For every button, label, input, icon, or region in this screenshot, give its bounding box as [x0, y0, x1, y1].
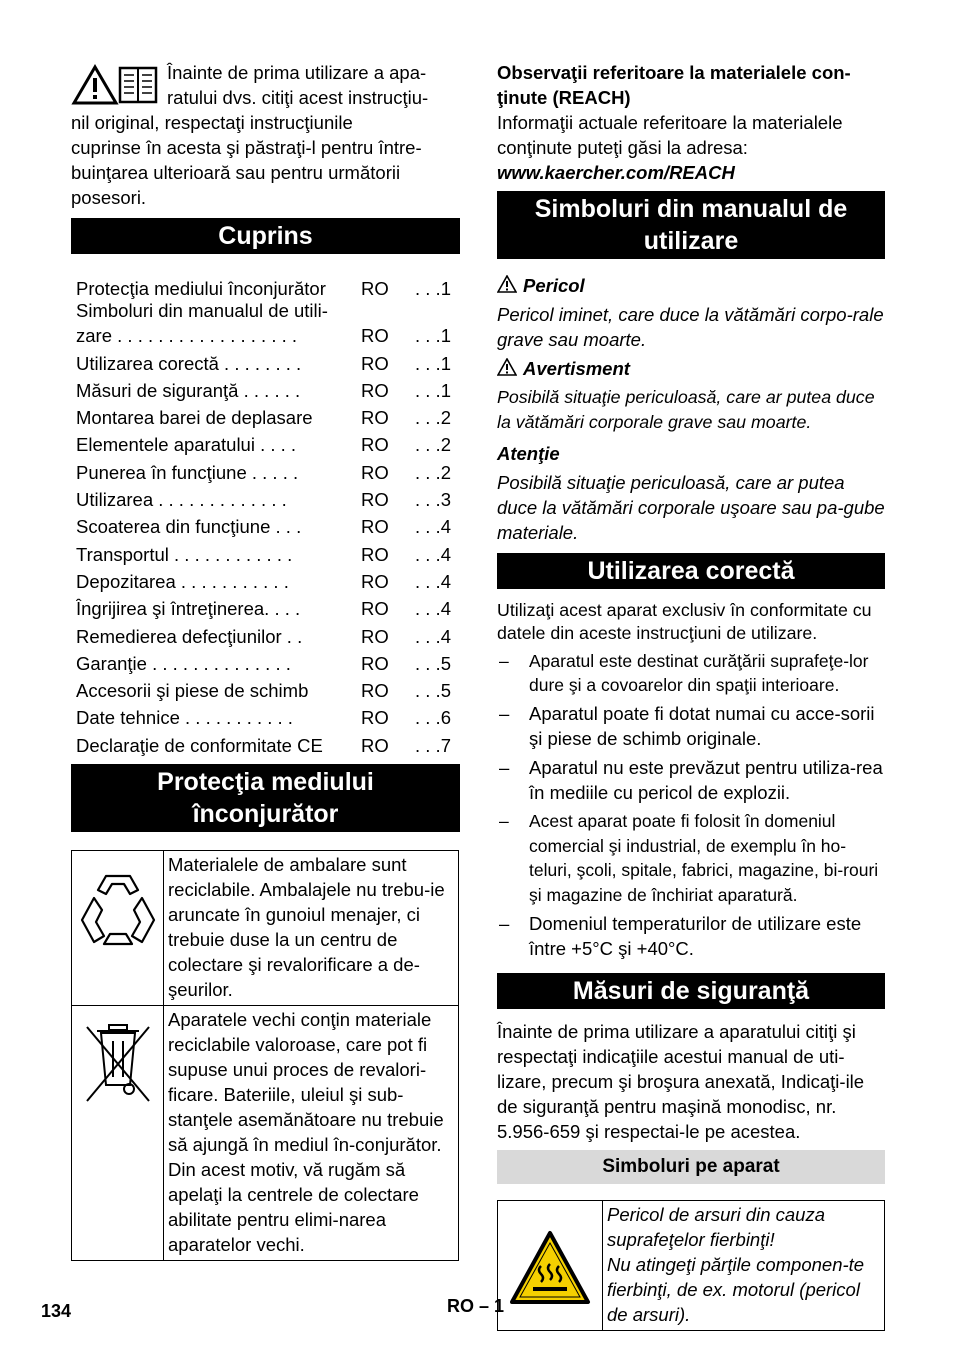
list-item: – Aparatul nu este prevăzut pentru utiliza-rea în mediile cu pericol de explozii. — [497, 755, 885, 805]
usage-heading: Utilizarea corectă — [497, 553, 885, 589]
device-symbols-heading: Simboluri pe aparat — [497, 1150, 885, 1184]
toc-row[interactable]: Elementele aparatului . . . . RO . . .2 — [76, 434, 451, 456]
caution-text: Posibilă situaţie periculoasă, care ar putea duce la vătămări corporale uşoare sau pa-gube materiale. — [497, 472, 885, 543]
warning-text: Posibilă situaţie periculoasă, care ar putea duce la vătămări corporale grave sau moarte. — [497, 387, 875, 432]
toc-row[interactable]: Utilizarea corectă . . . . . . . . RO . . .1 — [76, 352, 451, 374]
warning-icon — [497, 358, 517, 376]
toc-row[interactable]: Scoaterea din funcţiune . . . RO . . .4 — [76, 516, 451, 538]
usage-text: Utilizaţi acest aparat exclusiv în conformitate cu datele din aceste instrucţiuni de utilizare. — [497, 600, 872, 643]
env-heading: Protecţia mediului înconjurător — [71, 764, 460, 832]
toc-row[interactable]: Date tehnice . . . . . . . . . . . RO . . .6 — [76, 707, 451, 729]
toc-row[interactable]: Punerea în funcţiune . . . . . RO . . .2 — [76, 461, 451, 483]
safety-heading: Măsuri de siguranţă — [497, 973, 885, 1009]
reach-title: Observaţii referitoare la materialele con-ţinute (REACH) — [497, 62, 851, 108]
recycle-icon — [80, 870, 156, 950]
toc-row[interactable]: Protecţia mediului înconjurător RO . . .1 — [76, 278, 451, 300]
recycle-text: Materialele de ambalare sunt reciclabile. Ambalajele nu trebu-ie aruncate în gunoiul menajer, ci trebuie duse la un centru de colectare şi revalorificare a de-şeurilor. — [164, 850, 459, 1005]
left-column — [71, 60, 460, 1261]
toc-row[interactable]: Garanţie . . . . . . . . . . . . . . RO . . .5 — [76, 652, 451, 674]
toc-row[interactable]: Îngrijirea şi întreţinerea. . . . RO . . .4 — [76, 598, 451, 620]
caution-label: Atenţie — [497, 443, 560, 464]
toc-row[interactable]: Măsuri de siguranţă . . . . . . RO . . .1 — [76, 379, 451, 401]
reach-link[interactable]: www.kaercher.com/REACH — [497, 162, 735, 183]
reach-text: Informaţii actuale referitoare la materialele conţinute puteţi găsi la adresa: — [497, 112, 843, 158]
toc-row[interactable]: Declaraţie de conformitate CE RO . . .7 — [76, 734, 451, 756]
toc-row[interactable]: Utilizarea . . . . . . . . . . . . . RO . . .3 — [76, 489, 451, 511]
toc-row[interactable]: Montarea barei de deplasare RO . . .2 — [76, 407, 451, 429]
toc-row[interactable]: Transportul . . . . . . . . . . . . RO . . .4 — [76, 543, 451, 565]
intro-block — [71, 60, 460, 210]
toc-row[interactable]: Accesorii şi piese de schimb RO . . .5 — [76, 680, 451, 702]
list-item: – Domeniul temperaturilor de utilizare este între +5°C şi +40°C. — [497, 911, 885, 961]
weee-text: Aparatele vechi conţin materiale reciclabile valoroase, care pot fi supuse unui proces de revalori-ficare. Bateriile, uleiul şi sub-stanţele asemănătoare nu trebuie să ajungă în mediul în-conjurător. Din acest motiv, vă rugăm să apelaţi la centrele de colectare abilitate pentru elimi-narea aparatelor vechi. — [164, 1005, 459, 1260]
safety-text: Înainte de prima utilizare a aparatului citiţi şi respectaţi indicaţiile acestui manual de uti-lizare, precum şi broşura anexată, Indicaţi-ile de siguranţă pentru maşină monodisc, nr. 5.956-659 şi respectai-le pe acestea. — [497, 1021, 865, 1142]
intro-text: Înainte de prima utilizare a apa- ratului dvs. citiţi acest instrucţiu- nil original, respectaţi instrucţiunile cuprinse în acesta şi păstraţi-l pentru între- buinţarea ulterioară sau pentru următorii posesori. — [71, 62, 429, 208]
danger-text: Pericol iminet, care duce la vătămări corpo-rale grave sau moarte. — [497, 304, 884, 350]
toc-row[interactable]: Simboluri din manualul de utili- zare . . . . . . . . . . . . . . . . . . RO . . .1 — [76, 300, 451, 347]
crossed-bin-icon — [83, 1023, 153, 1105]
list-item: – Acest aparat poate fi folosit în domeniul comercial şi industrial, de exemplu în ho-teluri, şcoli, spitale, fabrici, magazine, bi-rouri şi magazine de închiriat aparatură. — [497, 809, 885, 907]
list-item: – Aparatul poate fi dotat numai cu acce-sorii şi piese de schimb originale. — [497, 701, 885, 751]
toc-row[interactable]: Depozitarea . . . . . . . . . . . RO . . .4 — [76, 570, 451, 592]
hot-surface-icon — [509, 1230, 591, 1306]
device-symbols-table — [497, 1200, 885, 1331]
usage-list — [497, 649, 885, 961]
symbols-heading: Simboluri din manualul de utilizare — [497, 191, 885, 259]
toc-row[interactable]: Remedierea defecţiunilor . . RO . . .4 — [76, 625, 451, 647]
language-page-indicator: RO – 1 — [447, 1296, 505, 1316]
warning-manual-icon — [71, 64, 161, 106]
hot-surface-text: Pericol de arsuri din cauza suprafeţelor fierbinţi! Nu atingeţi părţile componen-te fierbinţi, de ex. motorul (pericol de arsuri). — [603, 1201, 885, 1331]
warning-icon — [497, 275, 517, 293]
list-item: – Aparatul este destinat curăţării suprafeţe-lor dure şi a covoarelor din spaţii interioare. — [497, 649, 885, 697]
danger-label: Pericol — [497, 273, 885, 298]
page-number: 134 — [41, 1301, 72, 1321]
table-of-contents — [71, 274, 460, 758]
env-table — [71, 850, 459, 1261]
warning-label: Avertisment — [497, 356, 885, 381]
right-column — [497, 60, 885, 1331]
toc-heading: Cuprins — [71, 218, 460, 254]
